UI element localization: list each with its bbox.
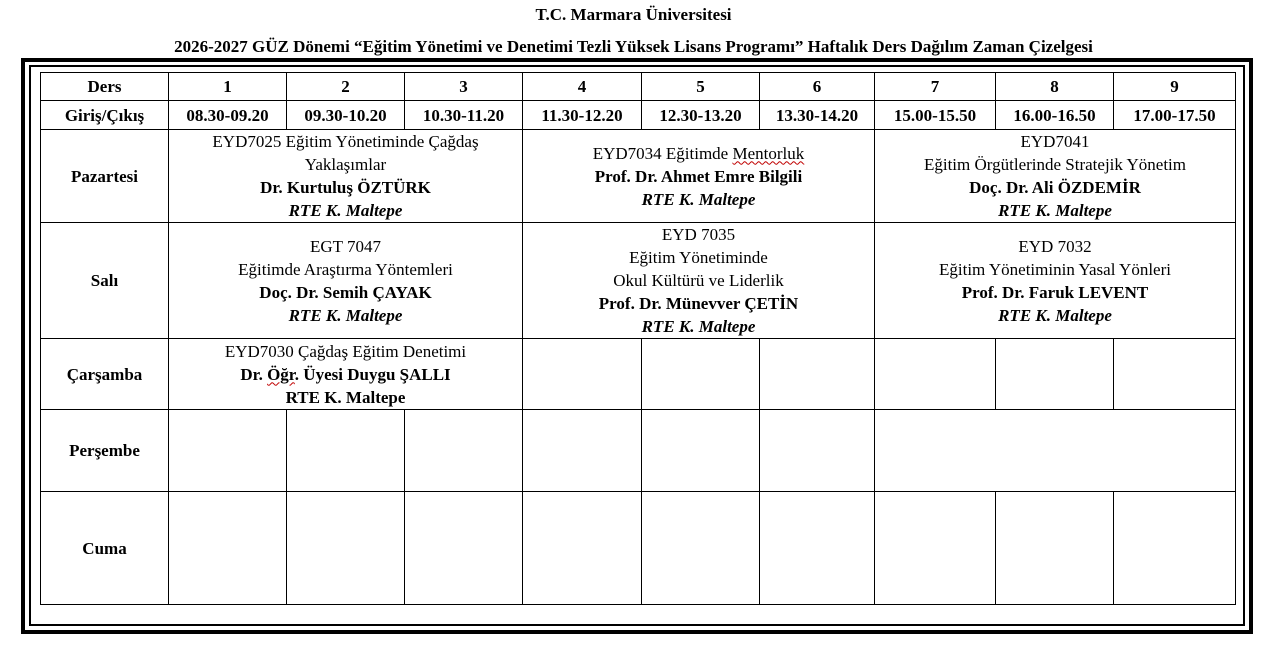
course-code: EGT 7047 [310, 236, 381, 256]
empty-slot [875, 339, 996, 410]
empty-slot [405, 492, 523, 605]
course-teacher: Dr. Kurtuluş ÖZTÜRK [260, 178, 431, 197]
teacher-part: Dr. [240, 364, 268, 384]
empty-slot [760, 492, 875, 605]
time-slot: 12.30-13.20 [642, 101, 760, 130]
course-title: Eğitimde Araştırma Yöntemleri [238, 259, 453, 279]
course-code: EYD 7035 [661, 225, 736, 244]
course-room: RTE K. Maltepe [288, 201, 403, 220]
time-label: Giriş/Çıkış [41, 101, 169, 130]
time-slot: 10.30-11.20 [405, 101, 523, 130]
empty-slot [287, 492, 405, 605]
day-row-thursday [41, 410, 1236, 492]
course-teacher: Prof. Dr. Münevver ÇETİN [598, 294, 799, 313]
empty-slot [642, 492, 760, 605]
empty-slot [1114, 492, 1236, 605]
empty-slot [169, 410, 287, 492]
page-subtitle: 2026-2027 GÜZ Dönemi “Eğitim Yönetimi ve Denetimi Tezli Yüksek Lisans Programı” Haftalık Ders Dağılım Zaman Çizelgesi [174, 37, 1093, 56]
course-cell [875, 130, 1236, 223]
course-cell [523, 223, 875, 339]
period-number: 5 [642, 73, 760, 101]
empty-slot [523, 339, 642, 410]
course-title: EYD7025 Eğitim Yönetiminde Çağdaş [212, 132, 479, 151]
period-number: 6 [760, 73, 875, 101]
period-number: 2 [287, 73, 405, 101]
period-number: 4 [523, 73, 642, 101]
time-slot: 17.00-17.50 [1114, 101, 1236, 130]
schedule-table [40, 72, 1236, 605]
course-title [526, 142, 871, 165]
spellcheck-word: Mentorluk [732, 143, 805, 163]
empty-slot [642, 410, 760, 492]
teacher-part: . Üyesi Duygu ŞALLI [294, 364, 451, 384]
empty-slot [405, 410, 523, 492]
day-label: Çarşamba [41, 339, 169, 410]
day-label: Perşembe [41, 410, 169, 492]
empty-slot [996, 339, 1114, 410]
course-title-part: EYD7034 Eğitimde [592, 143, 733, 163]
day-row-tuesday [41, 223, 1236, 339]
day-row-friday [41, 492, 1236, 605]
course-cell [169, 130, 523, 223]
course-title-cont: Okul Kültürü ve Liderlik [613, 271, 784, 290]
time-slot: 09.30-10.20 [287, 101, 405, 130]
course-cell [523, 130, 875, 223]
course-room: RTE K. Maltepe [641, 189, 756, 209]
course-teacher [172, 363, 519, 386]
time-slot: 11.30-12.20 [523, 101, 642, 130]
empty-slot [996, 492, 1114, 605]
empty-slot [287, 410, 405, 492]
course-cell [169, 223, 523, 339]
course-teacher: Doç. Dr. Ali ÖZDEMİR [969, 178, 1141, 197]
course-title: Eğitim Yönetiminin Yasal Yönleri [938, 259, 1171, 279]
spellcheck-word: Öğr [267, 364, 295, 384]
page-title: T.C. Marmara Üniversitesi [535, 5, 732, 24]
period-number: 3 [405, 73, 523, 101]
time-slot: 13.30-14.20 [760, 101, 875, 130]
course-room: RTE K. Maltepe [641, 317, 756, 336]
period-number: 1 [169, 73, 287, 101]
empty-slot [875, 492, 996, 605]
day-row-monday [41, 130, 1236, 223]
day-label: Pazartesi [41, 130, 169, 223]
course-cell [875, 223, 1236, 339]
empty-slot [169, 492, 287, 605]
course-title: Eğitim Örgütlerinde Stratejik Yönetim [923, 155, 1187, 174]
day-row-wednesday [41, 339, 1236, 410]
course-code: EYD 7032 [1018, 236, 1092, 256]
empty-slot [523, 492, 642, 605]
period-number: 7 [875, 73, 996, 101]
day-label: Cuma [41, 492, 169, 605]
period-number: 9 [1114, 73, 1236, 101]
course-code: EYD7041 [1020, 132, 1090, 151]
time-slot: 16.00-16.50 [996, 101, 1114, 130]
header-label: Ders [41, 73, 169, 101]
course-room: RTE K. Maltepe [998, 305, 1112, 325]
course-title: EYD7030 Çağdaş Eğitim Denetimi [224, 341, 467, 361]
time-slot: 08.30-09.20 [169, 101, 287, 130]
course-room: RTE K. Maltepe [288, 305, 403, 325]
period-number: 8 [996, 73, 1114, 101]
empty-slot [642, 339, 760, 410]
course-title: Eğitim Yönetiminde [629, 248, 768, 267]
empty-slot [1114, 339, 1236, 410]
empty-slot [760, 410, 875, 492]
time-header-row [41, 101, 1236, 130]
course-room: RTE K. Maltepe [998, 201, 1112, 220]
time-slot: 15.00-15.50 [875, 101, 996, 130]
empty-slot [523, 410, 642, 492]
empty-slot [760, 339, 875, 410]
course-title-cont: Yaklaşımlar [304, 155, 387, 174]
course-room: RTE K. Maltepe [285, 387, 406, 407]
day-label: Salı [41, 223, 169, 339]
period-header-row [41, 73, 1236, 101]
course-teacher: Prof. Dr. Faruk LEVENT [961, 282, 1149, 302]
course-teacher: Prof. Dr. Ahmet Emre Bilgili [594, 166, 803, 186]
course-cell [169, 339, 523, 410]
empty-slot [875, 410, 1236, 492]
course-teacher: Doç. Dr. Semih ÇAYAK [259, 282, 432, 302]
